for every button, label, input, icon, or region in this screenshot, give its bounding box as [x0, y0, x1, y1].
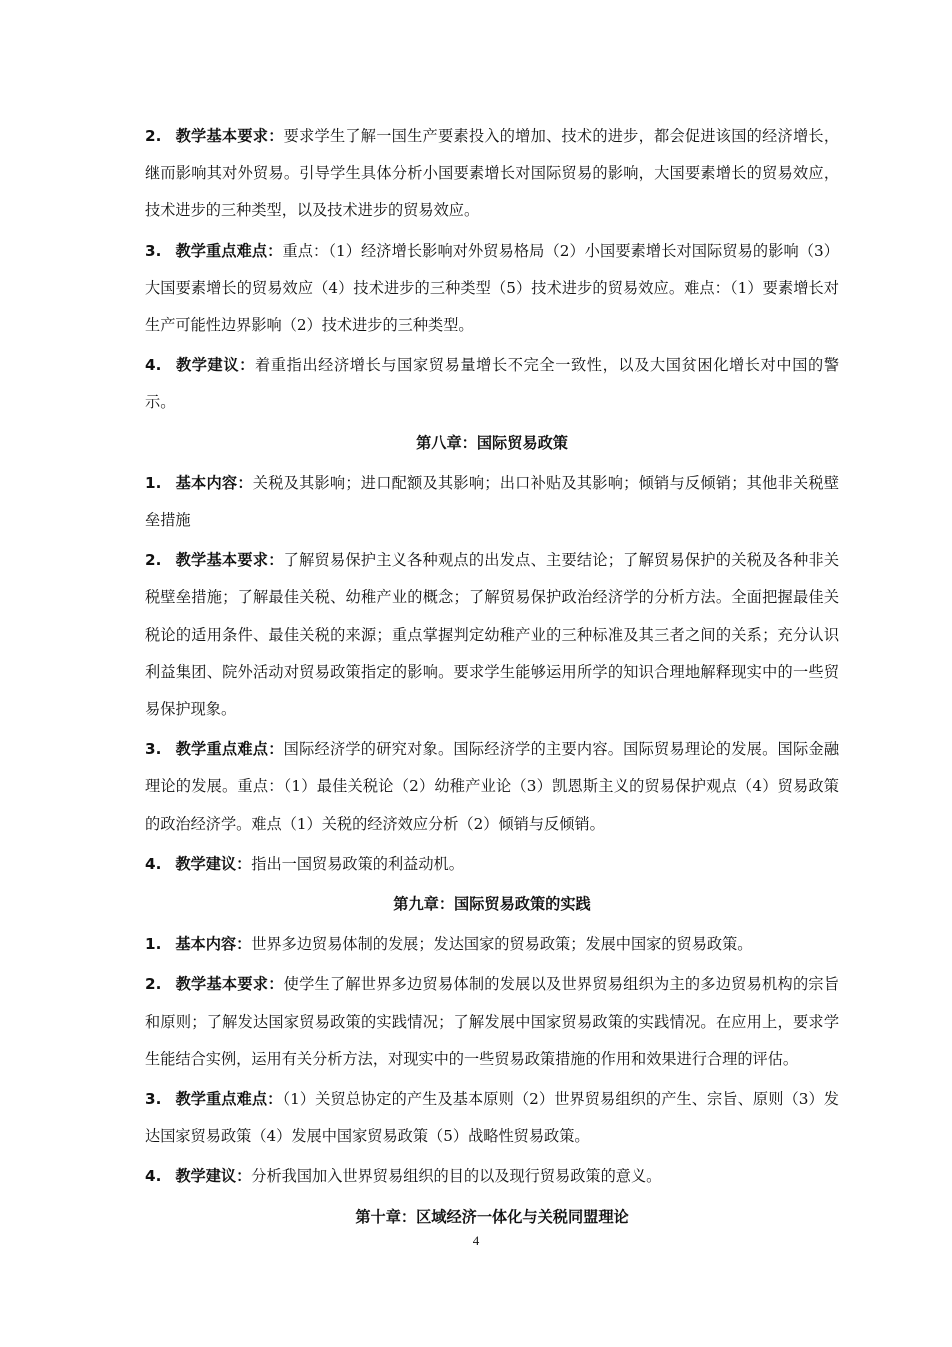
key-points-item [145, 233, 839, 345]
item-number: 4. [145, 854, 162, 873]
item-lead: 教学建议： [175, 356, 255, 375]
item-lead: 教学基本要求： [175, 975, 284, 994]
key-points-item [145, 1081, 839, 1155]
item-number: 2. [145, 975, 162, 994]
item-number: 4. [145, 1167, 162, 1186]
item-lead: 教学重点难点： [175, 740, 284, 759]
item-text: 世界多边贸易体制的发展；发达国家的贸易政策；发展中国家的贸易政策。 [251, 935, 753, 954]
item-lead: 基本内容： [175, 935, 252, 954]
item-number: 2. [145, 551, 162, 570]
requirement-item [145, 966, 839, 1078]
item-number: 3. [145, 241, 162, 260]
item-number: 3. [145, 740, 162, 759]
content-item [145, 465, 839, 539]
item-text: （1）关贸总协定的产生及基本原则（2）世界贸易组织的产生、宗旨、原则（3）发达国家贸易政策（4）发展中国家贸易政策（5）战略性贸易政策。 [145, 1090, 839, 1146]
chapter-10-heading: 第十章：区域经济一体化与关税同盟理论 [355, 1207, 629, 1226]
item-lead: 基本内容： [175, 473, 253, 492]
item-text: 国际经济学的研究对象。国际经济学的主要内容。国际贸易理论的发展。国际金融理论的发展。重点：（1）最佳关税论（2）幼稚产业论（3）凯恩斯主义的贸易保护观点（4）贸易政策的政治经济学。难点（1）关税的经济效应分析（2）倾销与反倾销。 [145, 740, 840, 833]
item-lead: 教学建议： [175, 1167, 252, 1186]
item-text: 分析我国加入世界贸易组织的目的以及现行贸易政策的意义。 [251, 1167, 662, 1186]
item-lead: 教学建议： [175, 854, 252, 873]
requirement-item [145, 542, 839, 728]
content-item [145, 926, 839, 963]
item-lead: 教学基本要求： [175, 551, 284, 570]
page-number: 4 [472, 1233, 480, 1248]
document-body [145, 118, 839, 1239]
item-number: 1. [145, 473, 162, 492]
key-points-item [145, 731, 839, 843]
suggestion-item [145, 1158, 839, 1195]
chapter-8-heading: 第八章：国际贸易政策 [416, 433, 568, 452]
item-text: 重点：（1）经济增长影响对外贸易格局（2）小国要素增长对国际贸易的影响（3）大国要素增长的贸易效应（4）技术进步的三种类型（5）技术进步的贸易效应。难点：（1）要素增长对生产可能性边界影响（2）技术进步的三种类型。 [145, 241, 839, 335]
item-lead: 教学基本要求： [175, 127, 284, 145]
item-text: 关税及其影响；进口配额及其影响；出口补贴及其影响；倾销与反倾销；其他非关税壁垒措施 [145, 473, 840, 530]
item-text: 了解贸易保护主义各种观点的出发点、主要结论；了解贸易保护的关税及各种非关税壁垒措施；了解最佳关税、幼稚产业的概念；了解贸易保护政治经济学的分析方法。全面把握最佳关税论的适用条件、最佳关税的来源；重点掌握判定幼稚产业的三种标准及其三者之间的关系；充分认识利益集团、院外活动对贸易政策指定的影响。要求学生能够运用所学的知识合理地解释现实中的一些贸易保护现象。 [145, 551, 840, 719]
item-lead: 教学重点难点： [175, 1090, 283, 1109]
item-text: 指出一国贸易政策的利益动机。 [251, 854, 464, 873]
item-text: 着重指出经济增长与国家贸易量增长不完全一致性，以及大国贫困化增长对中国的警示。 [145, 356, 840, 412]
item-number: 1. [145, 935, 162, 954]
item-text: 使学生了解世界多边贸易体制的发展以及世界贸易组织为主的多边贸易机构的宗旨和原则；了解发达国家贸易政策的实践情况；了解发展中国家贸易政策的实践情况。在应用上，要求学生能结合实例，运用有关分析方法，对现实中的一些贸易政策措施的作用和效果进行合理的评估。 [145, 975, 840, 1068]
item-number: 4. [145, 356, 162, 375]
item-number: 2. [145, 127, 162, 145]
item-lead: 教学重点难点： [175, 241, 283, 260]
item-text: 要求学生了解一国生产要素投入的增加、技术的进步，都会促进该国的经济增长，继而影响其对外贸易。引导学生具体分析小国要素增长对国际贸易的影响，大国要素增长的贸易效应，技术进步的三种类型，以及技术进步的贸易效应。 [145, 127, 840, 220]
item-number: 3. [145, 1090, 162, 1109]
chapter-9-heading: 第九章：国际贸易政策的实践 [393, 895, 591, 914]
suggestion-item [145, 846, 839, 883]
suggestion-item [145, 347, 839, 421]
requirement-item [145, 118, 839, 230]
